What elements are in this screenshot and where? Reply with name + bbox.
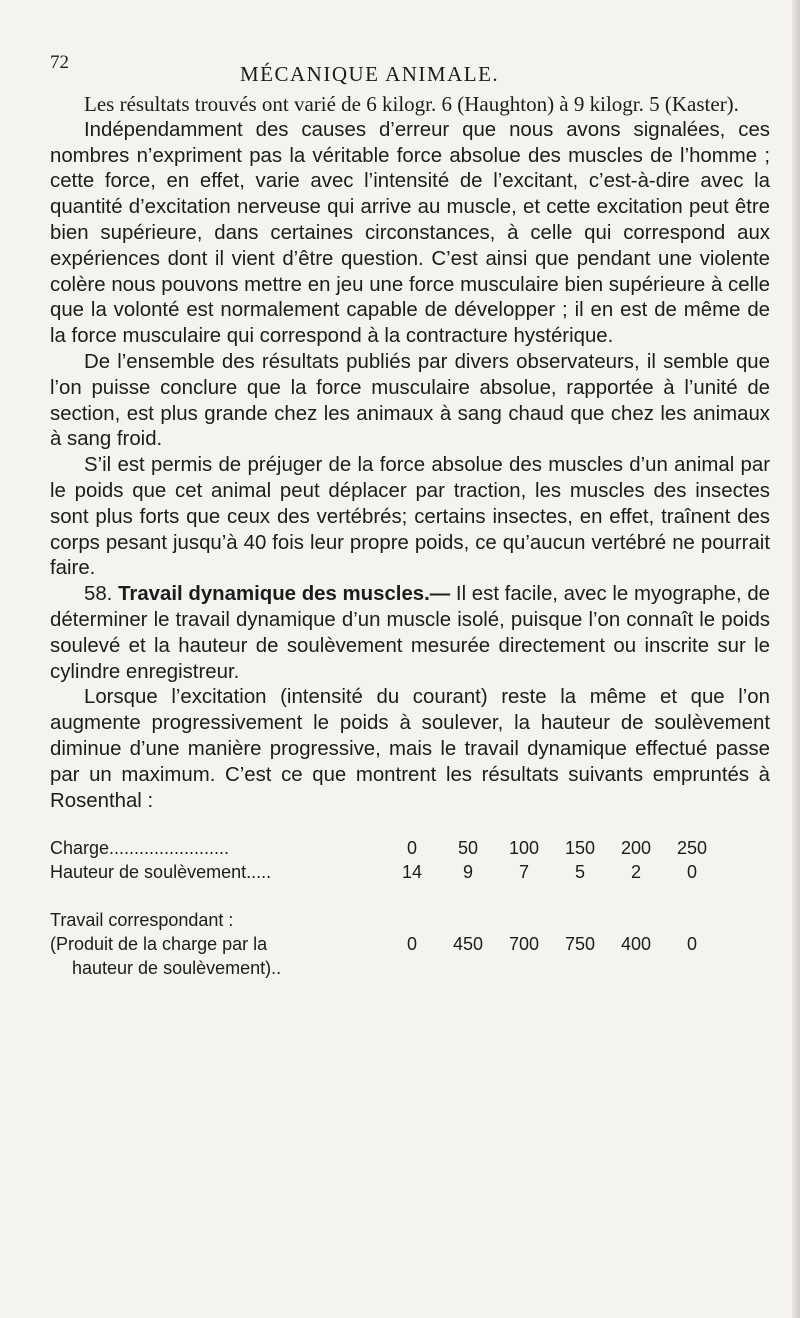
section-title: Travail dynamique des muscles.— <box>118 583 451 606</box>
book-page <box>50 52 770 982</box>
cell-hauteur: 14 <box>401 862 423 883</box>
running-title: MÉCANIQUE ANIMALE. <box>240 62 500 86</box>
cell-hauteur: 5 <box>574 862 585 883</box>
paragraph: De l’ensemble des résultats publiés par divers observateurs, il semble que l’on puisse conclure que la force musculaire absolue, rapportée à l’unité de section, est plus grande chez les animaux à sang chaud que chez les animaux à sang froid. <box>50 350 770 451</box>
cell-travail: 450 <box>452 934 484 955</box>
cell-travail: 750 <box>564 934 596 955</box>
table-row-travail-label <box>50 910 720 934</box>
table-spacer <box>50 886 720 910</box>
cell-hauteur: 2 <box>630 862 641 883</box>
page-edge <box>792 0 800 1318</box>
section-paragraph <box>50 582 770 685</box>
row-label-travail-hauteur: hauteur de soulèvement).. <box>72 958 282 979</box>
paragraph: Les résultats trouvés ont varié de 6 kilogr. 6 (Haughton) à 9 kilogr. 5 (Kaster). <box>84 92 739 116</box>
cell-hauteur: 7 <box>518 862 529 883</box>
cell-charge: 100 <box>508 838 540 859</box>
cell-travail: 0 <box>406 934 417 955</box>
row-label-travail: Travail correspondant : <box>50 910 234 931</box>
table-row-travail-end <box>50 958 720 982</box>
cell-travail: 400 <box>620 934 652 955</box>
cell-charge: 0 <box>406 838 417 859</box>
body-text <box>50 92 770 814</box>
results-table <box>50 838 720 982</box>
section-number: 58. <box>84 583 113 606</box>
cell-charge: 200 <box>620 838 652 859</box>
table-row-charge <box>50 838 720 862</box>
row-label-travail-produit: (Produit de la charge par la <box>50 934 268 955</box>
cell-hauteur: 9 <box>462 862 473 883</box>
cell-hauteur: 0 <box>686 862 697 883</box>
paragraph: S’il est permis de préjuger de la force absolue des muscles d’un animal par le poids que cet animal peut déplacer par traction, les muscles des insectes sont plus forts que ceux des vertébrés; certains insectes, en effet, traînent des corps pesant jusqu’à 40 fois leur propre poids, ce qu’aucun vertébré ne pourrait faire. <box>50 454 770 580</box>
cell-charge: 250 <box>676 838 708 859</box>
cell-travail: 700 <box>508 934 540 955</box>
section-text: Il est facile, avec le myographe, de déterminer le travail dynamique d’un muscle isolé, puisque l’on connaît le poids soulevé et la hauteur de soulèvement mesurée directement ou inscrite sur le cylindre enregistreur. <box>50 583 771 683</box>
paragraph: Indépendamment des causes d’erreur que nous avons signalées, ces nombres n’expriment pas la véritable force absolue des muscles de l’homme ; cette force, en effet, varie avec l’intensité de l’excitant, c’est-à-dire avec la quantité d’excitation nerveuse qui arrive au muscle, et cette excitation peut être bien supérieure, dans certaines circonstances, à celle qui correspond aux expériences dont il vient d’être question. C’est ainsi que pendant une violente colère nous pouvons mettre en jeu une force musculaire bien supérieure à celle que la volonté est normalement capable de développer ; il en est de même de la force musculaire qui correspond à la contracture hystérique. <box>50 118 770 348</box>
running-head <box>50 52 770 92</box>
row-label-charge: Charge........................ <box>50 838 230 859</box>
paragraph: Lorsque l’excitation (intensité du courant) reste la même et que l’on augmente progressivement le poids à soulever, la hauteur de soulèvement diminue d’une manière progressive, mais le travail dynamique effectué passe par un maximum. C’est ce que montrent les résultats suivants empruntés à Rosenthal : <box>50 686 770 812</box>
row-label-hauteur: Hauteur de soulèvement..... <box>50 862 272 883</box>
table-row-travail <box>50 934 720 958</box>
table-row-hauteur <box>50 862 720 886</box>
cell-charge: 50 <box>457 838 479 859</box>
cell-charge: 150 <box>564 838 596 859</box>
cell-travail: 0 <box>686 934 697 955</box>
page-number: 72 <box>50 52 69 73</box>
